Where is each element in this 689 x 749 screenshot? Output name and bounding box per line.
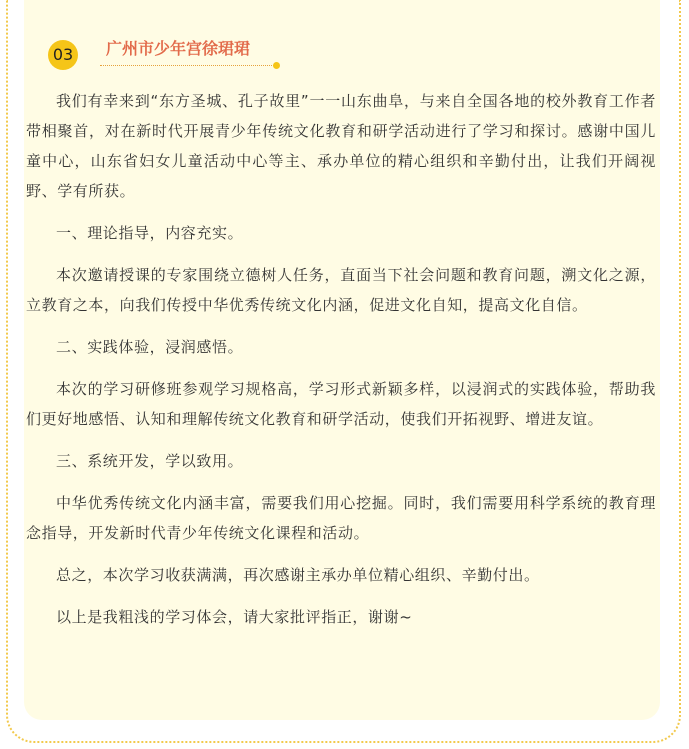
title-underline-dot	[273, 62, 280, 69]
paragraph-intro: 我们有幸来到“东方圣城、孔子故里”一一山东曲阜，与来自全国各地的校外教育工作者带相聚首，对在新时代开展青少年传统文化教育和研学活动进行了学习和探讨。感谢中国儿童中心，山东省妇女儿童活动中心等主、承办单位的精心组织和辛勤付出，让我们开阔视野、学有所获。	[26, 92, 656, 200]
article-body	[26, 86, 656, 644]
heading-theory: 一、理论指导，内容充实。	[56, 224, 244, 242]
paragraph-summary: 总之，本次学习收获满满，再次感谢主承办单位精心组织、辛勤付出。	[56, 566, 540, 584]
paragraph-theory: 本次邀请授课的专家围绕立德树人任务，直面当下社会问题和教育问题，溯文化之源，立教育之本，向我们传授中华优秀传统文化内涵，促进文化自知，提高文化自信。	[26, 266, 656, 314]
heading-practice: 二、实践体验，浸润感悟。	[56, 338, 244, 356]
paragraph-closing: 以上是我粗浅的学习体会，请大家批评指正，谢谢~	[56, 608, 413, 626]
section-title: 广州市少年宫徐珺珺	[106, 39, 251, 58]
section-header	[48, 38, 348, 74]
heading-system: 三、系统开发，学以致用。	[56, 452, 244, 470]
paragraph-practice: 本次的学习研修班参观学习规格高，学习形式新颖多样，以浸润式的实践体验，帮助我们更好地感悟、认知和理解传统文化教育和研学活动，使我们开拓视野、增进友谊。	[26, 380, 656, 428]
paragraph-system: 中华优秀传统文化内涵丰富，需要我们用心挖掘。同时，我们需要用科学系统的教育理念指导，开发新时代青少年传统文化课程和活动。	[26, 494, 656, 542]
section-number-badge: 03	[48, 40, 78, 70]
title-underline	[100, 65, 274, 66]
